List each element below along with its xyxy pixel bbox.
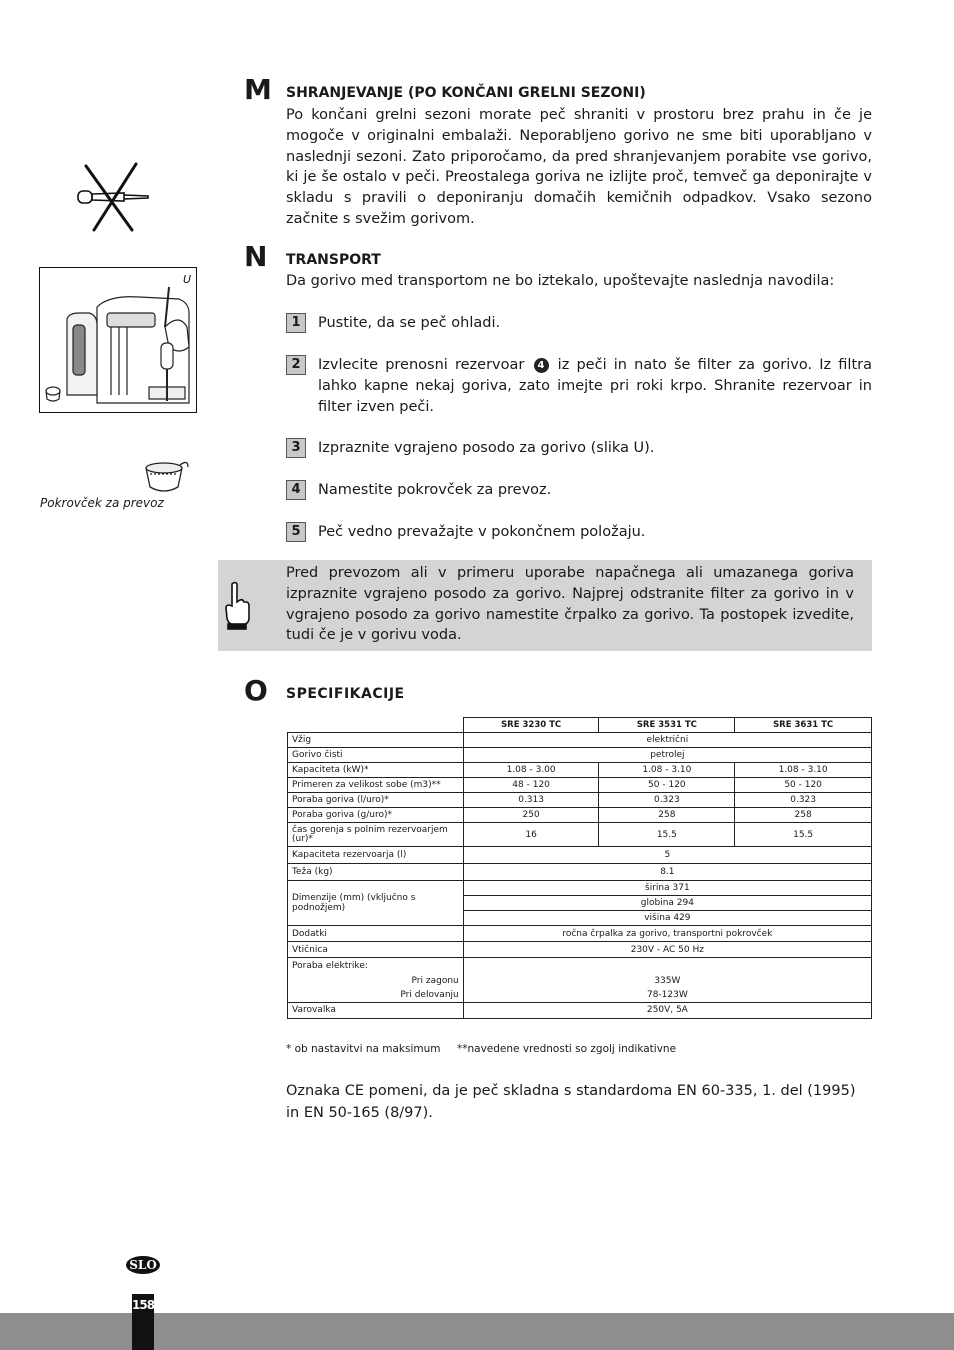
row-value: 48 - 120 bbox=[463, 778, 599, 793]
part-4-badge: 4 bbox=[534, 358, 549, 373]
row-value: ročna črpalka za gorivo, transportni pokrovček bbox=[463, 926, 871, 942]
row-value: električni bbox=[463, 733, 871, 748]
row-value: 1.08 - 3.10 bbox=[599, 763, 735, 778]
table-row bbox=[288, 823, 872, 847]
table-row bbox=[288, 974, 872, 988]
step-number: 2 bbox=[286, 355, 306, 375]
row-value: globina 294 bbox=[463, 896, 871, 911]
table-row bbox=[288, 847, 872, 864]
table-row bbox=[288, 763, 872, 778]
step-number: 1 bbox=[286, 313, 306, 333]
section-n-title: TRANSPORT bbox=[286, 252, 381, 268]
table-row bbox=[288, 733, 872, 748]
table-row bbox=[288, 808, 872, 823]
step-text-a: Izvlecite prenosni rezervoar bbox=[318, 357, 525, 373]
row-label: čas gorenja s polnim rezervoarjem (ur)* bbox=[288, 823, 464, 847]
section-m-body: Po končani grelni sezoni morate peč shraniti v prostoru brez prahu in če je mogoče v originalni embalaži. Neporabljeno gorivo ne sme biti uporabljano v naslednji sezoni. Zato priporočamo, da pred shranjevanjem porabite vse gorivo, ki je še ostalo v peči. Preostalega goriva ne izlijte proč, temveč ga deponirajte v skladu s pravili o deponiranju domačih kemičnih odpadkov. Vsako sezono začnite s svežim gorivom. bbox=[286, 107, 872, 227]
table-row bbox=[288, 988, 872, 1003]
ce-statement: Oznaka CE pomeni, da je peč skladna s standardoma EN 60-335, 1. del (1995) in EN 50-165 (8/97). bbox=[286, 1083, 856, 1121]
pointing-hand-icon bbox=[222, 580, 252, 630]
row-value: 15.5 bbox=[599, 823, 735, 847]
step-5 bbox=[286, 522, 872, 543]
section-m-title: SHRANJEVANJE (PO KONČANI GRELNI SEZONI) bbox=[286, 85, 646, 101]
specifications-table bbox=[287, 717, 872, 1019]
row-value: 250V, 5A bbox=[463, 1002, 871, 1018]
step-1 bbox=[286, 313, 872, 334]
model-header: SRE 3230 TC bbox=[463, 718, 599, 733]
cap-caption: Pokrovček za prevoz bbox=[40, 496, 164, 510]
footnote-1: * ob nastavitvi na maksimum bbox=[286, 1043, 441, 1055]
row-value: 0.323 bbox=[735, 793, 872, 808]
step-number: 4 bbox=[286, 480, 306, 500]
table-row bbox=[288, 942, 872, 958]
step-text-b: iz peči in nato še filter za gorivo. Iz filtra lahko kapne nekaj goriva, zato imejte pri roki krpo. Shranite rezervoar in filter izven peči. bbox=[318, 357, 872, 415]
row-value: 15.5 bbox=[735, 823, 872, 847]
step-text: Namestite pokrovček za prevoz. bbox=[318, 482, 552, 498]
page-number: 158 bbox=[132, 1298, 155, 1312]
language-badge: SLO bbox=[126, 1256, 160, 1274]
table-row bbox=[288, 958, 872, 974]
warning-text: Pred prevozom ali v primeru uporabe napačnega ali umazanega goriva izpraznite vgrajeno posodo za gorivo. Najprej odstranite filter za gorivo in v vgrajeno posodo za gorivo namestite črpalko za gorivo. Ta postopek izvedite, tudi če je v gorivu voda. bbox=[286, 565, 854, 644]
row-label: Primeren za velikost sobe (m3)** bbox=[288, 778, 464, 793]
model-header: SRE 3531 TC bbox=[599, 718, 735, 733]
row-value: širina 371 bbox=[463, 881, 871, 896]
row-value: 0.313 bbox=[463, 793, 599, 808]
row-value: višina 429 bbox=[463, 911, 871, 926]
step-text: Izpraznite vgrajeno posodo za gorivo (slika U). bbox=[318, 440, 655, 456]
row-value: petrolej bbox=[463, 748, 871, 763]
section-n-intro: Da gorivo med transportom ne bo iztekalo, upoštevajte naslednja navodila: bbox=[286, 273, 835, 289]
step-2 bbox=[286, 355, 872, 417]
row-label: Gorivo čisti bbox=[288, 748, 464, 763]
row-label: Vžig bbox=[288, 733, 464, 748]
figure-u-label: U bbox=[183, 273, 192, 286]
row-label: Dodatki bbox=[288, 926, 464, 942]
row-value: 230V - AC 50 Hz bbox=[463, 942, 871, 958]
row-label: Kapaciteta (kW)* bbox=[288, 763, 464, 778]
table-header-row bbox=[288, 718, 872, 733]
section-o-title: SPECIFIKACIJE bbox=[286, 686, 405, 702]
no-screwdriver-icon bbox=[72, 160, 154, 234]
row-value: 258 bbox=[599, 808, 735, 823]
step-number: 3 bbox=[286, 438, 306, 458]
section-n-letter: N bbox=[244, 240, 268, 273]
step-text: Peč vedno prevažajte v pokončnem položaju. bbox=[318, 524, 646, 540]
row-sublabel: Pri delovanju bbox=[288, 988, 464, 1003]
table-row bbox=[288, 864, 872, 881]
row-value: 50 - 120 bbox=[735, 778, 872, 793]
row-value: 5 bbox=[463, 847, 871, 864]
transport-cap-icon bbox=[142, 459, 192, 497]
section-o-letter: O bbox=[244, 674, 268, 707]
row-value: 1.08 - 3.00 bbox=[463, 763, 599, 778]
row-value: 258 bbox=[735, 808, 872, 823]
table-row bbox=[288, 793, 872, 808]
step-text bbox=[318, 355, 872, 417]
table-row bbox=[288, 748, 872, 763]
table-row bbox=[288, 881, 872, 896]
row-value: 8.1 bbox=[463, 864, 871, 881]
heater-drain-illustration bbox=[39, 267, 197, 413]
row-label: Poraba elektrike: bbox=[288, 958, 464, 974]
section-m-letter: M bbox=[244, 73, 272, 106]
row-label: Varovalka bbox=[288, 1002, 464, 1018]
row-value: 16 bbox=[463, 823, 599, 847]
row-label: Poraba goriva (g/uro)* bbox=[288, 808, 464, 823]
row-value: 0.323 bbox=[599, 793, 735, 808]
row-value: 250 bbox=[463, 808, 599, 823]
row-value: 1.08 - 3.10 bbox=[735, 763, 872, 778]
row-label: Dimenzije (mm) (vključno s podnožjem) bbox=[288, 881, 464, 926]
row-label: Poraba goriva (l/uro)* bbox=[288, 793, 464, 808]
table-row bbox=[288, 778, 872, 793]
step-text: Pustite, da se peč ohladi. bbox=[318, 315, 501, 331]
row-value: 335W bbox=[463, 974, 871, 988]
row-value: 50 - 120 bbox=[599, 778, 735, 793]
row-label: Kapaciteta rezervoarja (l) bbox=[288, 847, 464, 864]
step-3 bbox=[286, 438, 872, 459]
model-header: SRE 3631 TC bbox=[735, 718, 872, 733]
row-label: Teža (kg) bbox=[288, 864, 464, 881]
step-number: 5 bbox=[286, 522, 306, 542]
step-4 bbox=[286, 480, 872, 501]
row-label: Vtičnica bbox=[288, 942, 464, 958]
footnote-2: **navedene vrednosti so zgolj indikativne bbox=[457, 1043, 677, 1055]
table-row bbox=[288, 926, 872, 942]
row-sublabel: Pri zagonu bbox=[288, 974, 464, 988]
table-row bbox=[288, 1002, 872, 1018]
row-value: 78-123W bbox=[463, 988, 871, 1003]
